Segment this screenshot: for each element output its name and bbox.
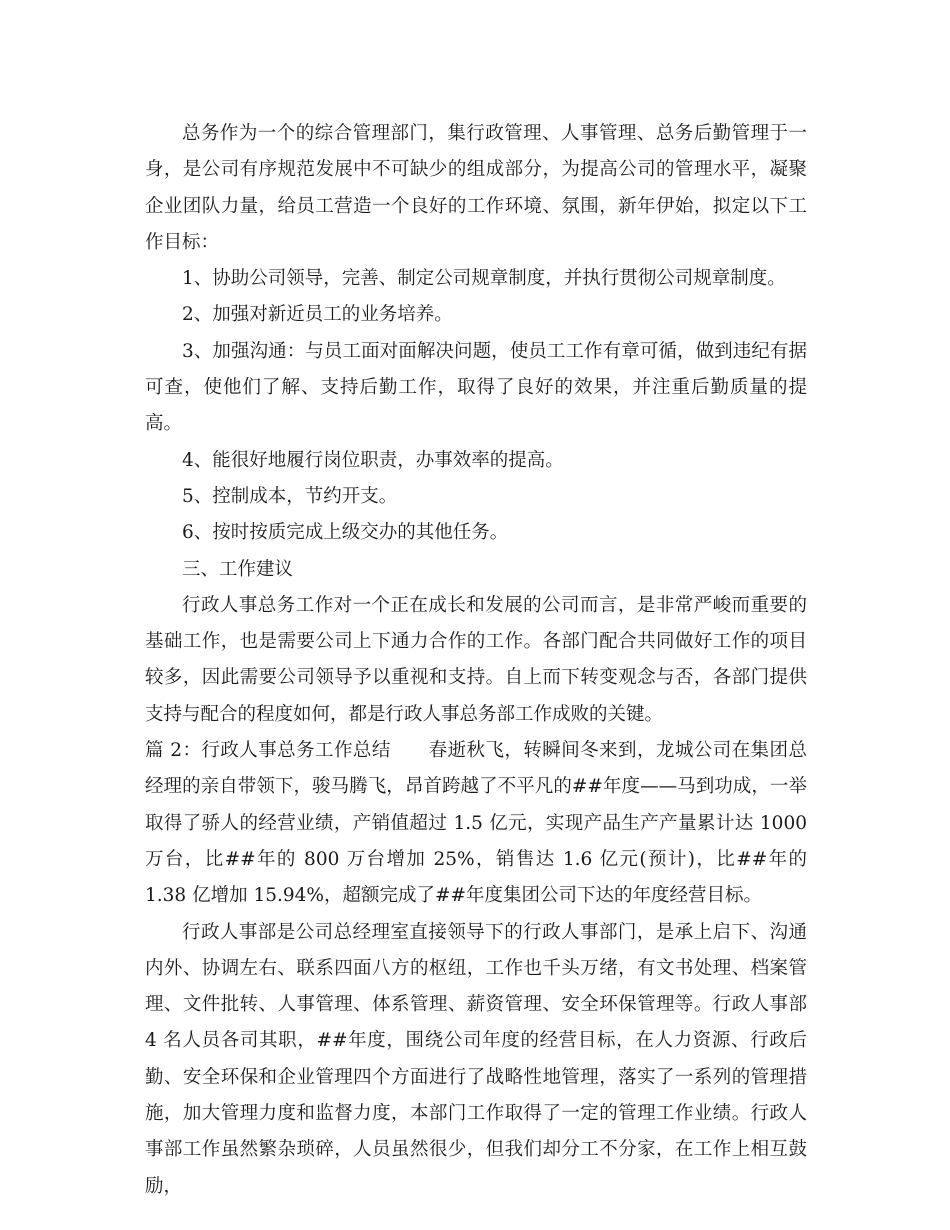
paragraph-suggestions: 行政人事总务工作对一个正在成长和发展的公司而言，是非常严峻而重要的基础工作，也是需要公司上下通力合作的工作。各部门配合共同做好工作的项目较多，因此需要公司领导予以重视和支持。自上而下转变观念与否，各部门提供支持与配合的程度如何，都是行政人事总务部工作成败的关键。 — [145, 594, 807, 725]
list-item-goal-4: 4、能很好地履行岗位职责，办事效率的提高。 — [182, 449, 564, 471]
list-item-goal-1: 1、协助公司领导，完善、制定公司规章制度，并执行贯彻公司规章制度。 — [182, 268, 786, 290]
paragraph-department-summary: 行政人事部是公司总经理室直接领导下的行政人事部门，是承上启下、沟通内外、协调左右、联系四面八方的枢纽，工作也千头万绪，有文书处理、档案管理、文件批转、人事管理、体系管理、薪资管理、安全环保管理等。行政人事部 4 名人员各司其职，##年度，围绕公司年度的经营目标，在人力资源、行政后勤、安全环保和企业管理四个方面进行了战略性地管理，落实了一系列的管理措施，加大管理力度和监督力度，本部门工作取得了一定的管理工作业绩。行政人事部工作虽然繁杂琐碎，人员虽然很少，但我们却分工不分家，在工作上相互鼓励， — [145, 921, 807, 1197]
list-item-goal-2: 2、加强对新近员工的业务培养。 — [182, 304, 453, 326]
paragraph-article-2-intro: 篇 2：行政人事总务工作总结 春逝秋飞，转瞬间冬来到，龙城公司在集团总经理的亲自带领下，骏马腾飞，昂首跨越了不平凡的##年度——马到功成，一举取得了骄人的经营业绩，产销值超过 1.5 亿元，实现产品生产产量累计达 1000 万台，比##年的 800 万台增加 25%，销售达 1.6 亿元(预计)，比##年的 1.38 亿增加 15.94%，超额完成了##年度集团公司下达的年度经营目标。 — [145, 740, 807, 907]
list-item-goal-5: 5、控制成本，节约开支。 — [182, 485, 398, 507]
section-heading-suggestions: 三、工作建议 — [182, 558, 294, 580]
paragraph-intro: 总务作为一个的综合管理部门，集行政管理、人事管理、总务后勤管理于一身，是公司有序规范发展中不可缺少的组成部分，为提高公司的管理水平，凝聚企业团队力量，给员工营造一个良好的工作环境、氛围，新年伊始，拟定以下工作目标： — [145, 123, 807, 253]
list-item-goal-3: 3、加强沟通：与员工面对面解决问题，使员工工作有章可循，做到违纪有据可查，使他们了解、支持后勤工作，取得了良好的效果，并注重后勤质量的提高。 — [145, 340, 807, 435]
list-item-goal-6: 6、按时按质完成上级交办的其他任务。 — [182, 522, 509, 544]
document-body — [145, 116, 807, 1205]
